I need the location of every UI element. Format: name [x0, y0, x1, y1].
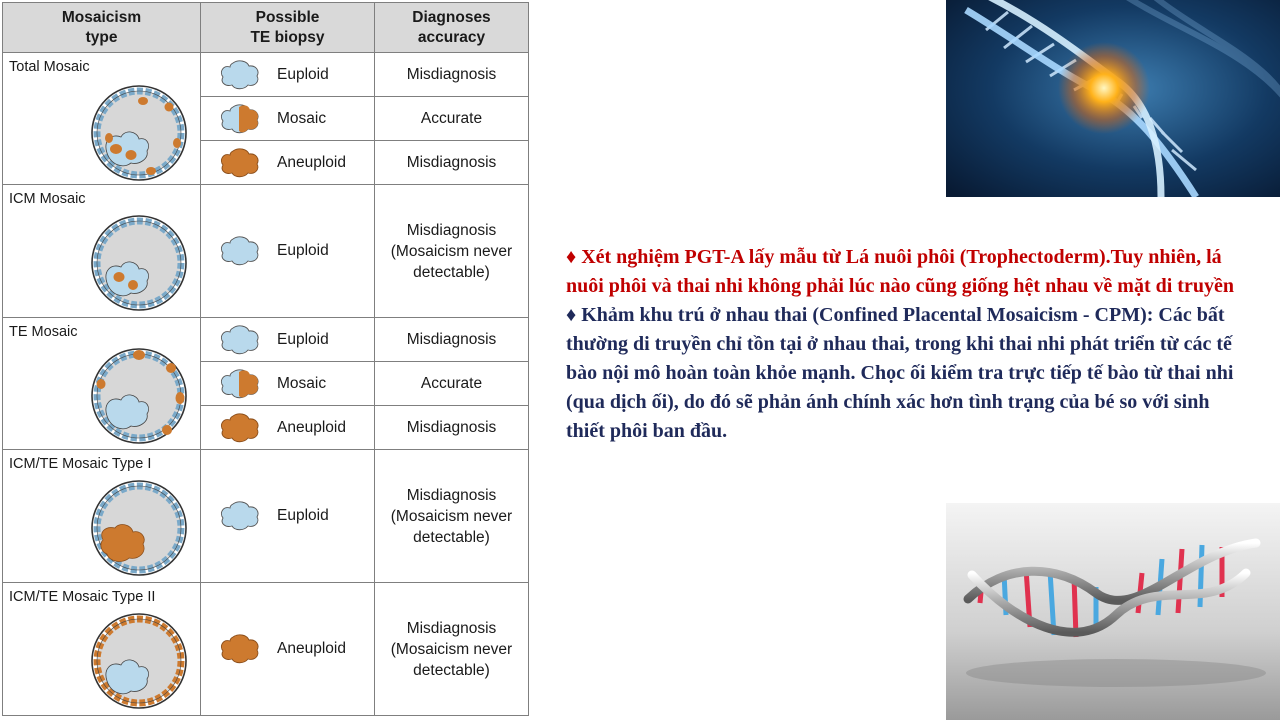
biopsy-label: Euploid	[277, 65, 329, 83]
blastocyst-te-mosaic-icon	[89, 346, 189, 446]
cpm-paragraph: ♦ Khảm khu trú ở nhau thai (Confined Placental Mosaicism - CPM): Các bất thường di truyền chỉ tồn tại ở nhau thai, trong khi thai nhi phát triển từ các tế bào nội mô hoàn toàn khỏe mạnh. Chọc ối kiểm tra trực tiếp tế bào từ thai nhi (qua dịch ối), do đó sẽ phản ánh chính xác hơn tình trạng của bé so với sinh thiết phôi ban đầu.	[566, 304, 1234, 442]
biopsy-label: Mosaic	[277, 374, 327, 392]
dna-helix-red-blue-3d-photo	[946, 503, 1280, 720]
biopsy-label: Aneuploid	[277, 153, 346, 171]
biopsy-label: Aneuploid	[277, 418, 346, 436]
table-row	[3, 318, 529, 362]
blastocyst-icm-te-type1-icon	[89, 478, 189, 578]
mosaicism-type-cell	[3, 185, 201, 318]
mosaicism-type-label: ICM/TE Mosaic Type II	[9, 589, 156, 605]
biopsy-label: Euploid	[277, 242, 329, 259]
dna-helix-glowing-blue-photo	[946, 0, 1280, 197]
table-header-row	[3, 3, 529, 53]
mosaic-cell-icon	[219, 103, 261, 135]
biopsy-cell	[201, 53, 375, 97]
biopsy-label: Mosaic	[277, 109, 327, 127]
mosaicism-table	[2, 2, 529, 716]
biopsy-cell	[201, 97, 375, 141]
accuracy-cell: Misdiagnosis	[375, 141, 529, 185]
biopsy-cell	[201, 318, 375, 362]
aneuploid-cell-icon	[219, 633, 261, 665]
biopsy-cell	[201, 185, 375, 318]
mosaicism-type-label: ICM Mosaic	[9, 191, 86, 207]
accuracy-cell: Misdiagnosis (Mosaicism never detectable)	[375, 450, 529, 583]
table-row	[3, 450, 529, 583]
biopsy-label: Aneuploid	[277, 640, 346, 657]
biopsy-cell	[201, 362, 375, 406]
table-row	[3, 583, 529, 716]
accuracy-cell: Misdiagnosis (Mosaicism never detectable)	[375, 583, 529, 716]
mosaicism-type-label: Total Mosaic	[9, 59, 90, 75]
euploid-cell-icon	[219, 235, 261, 267]
accuracy-cell: Accurate	[375, 97, 529, 141]
euploid-cell-icon	[219, 59, 261, 91]
euploid-cell-icon	[219, 500, 261, 532]
table-row	[3, 185, 529, 318]
header-possible-te-biopsy: Possible TE biopsy	[201, 3, 375, 53]
header-diagnoses-accuracy: Diagnoses accuracy	[375, 3, 529, 53]
mosaicism-type-cell	[3, 53, 201, 185]
accuracy-cell: Accurate	[375, 362, 529, 406]
aneuploid-cell-icon	[219, 147, 261, 179]
blastocyst-icm-te-type2-icon	[89, 611, 189, 711]
mosaicism-type-label: ICM/TE Mosaic Type I	[9, 456, 152, 472]
blastocyst-icm-mosaic-icon	[89, 213, 189, 313]
mosaicism-table-container	[2, 2, 528, 718]
explanation-text	[566, 243, 1246, 446]
euploid-cell-icon	[219, 324, 261, 356]
accuracy-cell: Misdiagnosis (Mosaicism never detectable)	[375, 185, 529, 318]
blastocyst-total-mosaic-icon	[89, 83, 189, 183]
mosaicism-type-label: TE Mosaic	[9, 324, 78, 340]
table-row	[3, 53, 529, 97]
accuracy-cell: Misdiagnosis	[375, 53, 529, 97]
mosaic-cell-icon	[219, 368, 261, 400]
biopsy-cell	[201, 406, 375, 450]
aneuploid-cell-icon	[219, 412, 261, 444]
dna-helix-red-blue-icon	[946, 503, 1280, 720]
accuracy-cell: Misdiagnosis	[375, 318, 529, 362]
dna-helix-blue-icon	[946, 0, 1280, 197]
biopsy-label: Euploid	[277, 330, 329, 348]
header-mosaicism-type: Mosaicism type	[3, 3, 201, 53]
pgt-a-paragraph: ♦ Xét nghiệm PGT-A lấy mẫu từ Lá nuôi phôi (Trophectoderm).Tuy nhiên, lá nuôi phôi và thai nhi không phải lúc nào cũng giống hệt nhau về mặt di truyền	[566, 246, 1234, 297]
biopsy-cell	[201, 583, 375, 716]
biopsy-cell	[201, 141, 375, 185]
biopsy-cell	[201, 450, 375, 583]
mosaicism-type-cell	[3, 318, 201, 450]
mosaicism-type-cell	[3, 450, 201, 583]
accuracy-cell: Misdiagnosis	[375, 406, 529, 450]
mosaicism-type-cell	[3, 583, 201, 716]
biopsy-label: Euploid	[277, 507, 329, 524]
